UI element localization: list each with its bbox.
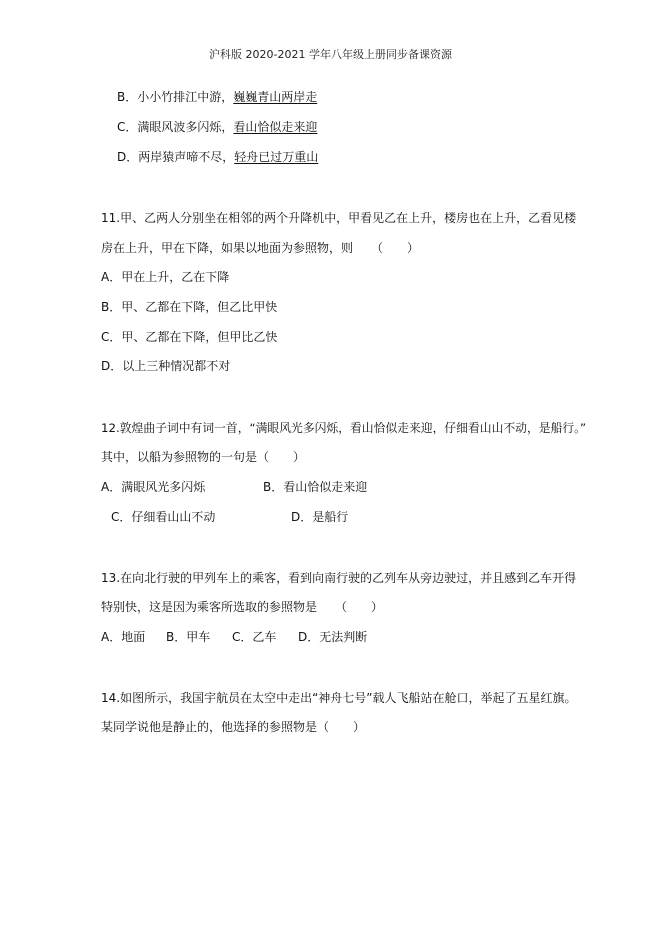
q13-option-b: B．甲车	[166, 630, 211, 644]
q11-option-b: B．甲、乙都在下降，但乙比甲快	[101, 300, 278, 314]
q11-option-c: C．甲、乙都在下降，但甲比乙快	[101, 330, 278, 344]
q13-option-a: A．地面	[101, 630, 146, 644]
q12-option-d: D．是船行	[291, 510, 349, 524]
page-header: 沪科版 2020-2021 学年八年级上册同步备课资源	[209, 48, 452, 61]
q10-option-d-underlined: 轻舟已过万重山	[234, 150, 319, 164]
q11-stem-line1: 11.甲、乙两人分别坐在相邻的两个升降机中，甲看见乙在上升，楼房也在上升，乙看见楼	[101, 211, 577, 225]
q10-option-b-underlined: 巍巍青山两岸走	[233, 90, 318, 104]
q14-stem-line2: 某同学说他是静止的，他选择的参照物是（ ）	[101, 720, 366, 734]
q12-option-a: A．满眼风光多闪烁	[101, 480, 206, 494]
q14-stem-line1: 14.如图所示，我国宇航员在太空中走出“神舟七号”载人飞船站在舱口，举起了五星红旗。	[101, 691, 577, 705]
q12-options-row2	[0, 509, 661, 525]
q12-option-c: C．仔细看山山不动	[111, 510, 216, 524]
q11-option-d: D．以上三种情况都不对	[101, 359, 231, 373]
q12-option-b: B．看山恰似走来迎	[263, 480, 368, 494]
q10-option-c-prefix: C．满眼风波多闪烁，	[117, 120, 234, 134]
q10-option-c-underlined: 看山恰似走来迎	[233, 120, 318, 134]
q10-option-b-prefix: B．小小竹排江中游，	[117, 90, 234, 104]
q13-option-c: C．乙车	[232, 630, 277, 644]
q12-options-row1	[0, 479, 661, 495]
q10-option-d-prefix: D．两岸猿声啼不尽，	[117, 150, 235, 164]
q13-option-d: D．无法判断	[298, 630, 368, 644]
q11-stem-line2: 房在上升，甲在下降，如果以地面为参照物，则 （ ）	[101, 241, 420, 255]
q12-stem-line2: 其中，以船为参照物的一句是（ ）	[101, 450, 306, 464]
q11-option-a: A．甲在上升，乙在下降	[101, 270, 230, 284]
q13-options-row	[0, 629, 661, 645]
q12-stem-line1: 12.敦煌曲子词中有词一首，“满眼风光多闪烁，看山恰似走来迎，仔细看山山不动，是船行。”	[101, 421, 587, 435]
q10-option-d	[117, 149, 318, 165]
q10-option-b	[117, 89, 317, 105]
q13-stem-line1: 13.在向北行驶的甲列车上的乘客，看到向南行驶的乙列车从旁边驶过，并且感到乙车开得	[101, 571, 577, 585]
q13-stem-line2: 特别快，这是因为乘客所选取的参照物是 （ ）	[101, 600, 384, 614]
q10-option-c	[117, 119, 317, 135]
